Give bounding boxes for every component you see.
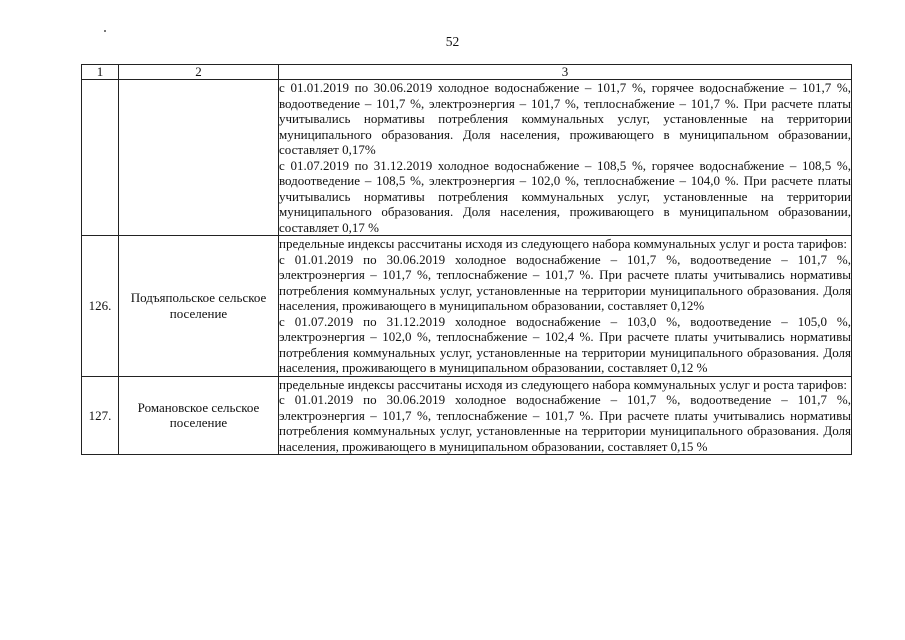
header-cell-name: 2 [119,65,279,80]
description-paragraph: с 01.01.2019 по 30.06.2019 холодное водоснабжение – 101,7 %, горячее водоснабжение – 101,7 %, водоотведение – 101,7 %, электроэнергия – 101,7 %, теплоснабжение – 101,7 %. При расчете платы учитывались нормативы потребления коммунальных услуг, установленные на территории муниципального образования. Доля населения, проживающего в муниципальном образовании, составляет 0,17% [279,80,851,157]
header-cell-description: 3 [279,65,852,80]
municipality-name: Романовское сельское поселение [119,376,279,455]
tariff-description [279,376,852,455]
description-paragraph: предельные индексы рассчитаны исходя из следующего набора коммунальных услуг и роста тарифов: [279,376,847,392]
scan-speck [104,30,106,32]
header-cell-number: 1 [82,65,119,80]
page-number: 52 [445,34,460,49]
table-row [82,236,852,377]
tariff-description [279,236,852,377]
table-row [82,80,852,236]
table-row [82,376,852,455]
row-number: 126. [82,236,119,377]
row-number: 127. [82,376,119,455]
tariff-table [81,64,852,455]
table-header-row [82,65,852,80]
municipality-name: Подъяпольское сельское поселение [119,236,279,377]
description-paragraph: с 01.07.2019 по 31.12.2019 холодное водоснабжение – 108,5 %, горячее водоснабжение – 108,5 %, водоотведение – 108,5 %, электроэнергия – 102,0 %, теплоснабжение – 104,0 %. При расчете платы учитывались нормативы потребления коммунальных услуг, установленные на территории муниципального образования. Доля населения, проживающего в муниципальном образовании, составляет 0,17 % [279,157,851,235]
tariff-description [279,80,852,236]
row-number [82,80,119,236]
description-paragraph: с 01.01.2019 по 30.06.2019 холодное водоснабжение – 101,7 %, водоотведение – 101,7 %, электроэнергия – 101,7 %, теплоснабжение – 101,7 %. При расчете платы учитывались нормативы потребления коммунальных услуг, установленные на территории муниципального образования. Доля населения, проживающего в муниципальном образовании, составляет 0,12% [279,251,851,313]
municipality-name [119,80,279,236]
description-paragraph: с 01.01.2019 по 30.06.2019 холодное водоснабжение – 101,7 %, водоотведение – 101,7 %, электроэнергия – 101,7 %, теплоснабжение – 101,7 %. При расчете платы учитывались нормативы потребления коммунальных услуг, установленные на территории муниципального образования. Доля населения, проживающего в муниципальном образовании, составляет 0,15 % [279,392,851,454]
description-paragraph: предельные индексы рассчитаны исходя из следующего набора коммунальных услуг и роста тарифов: [279,236,847,251]
description-paragraph: с 01.07.2019 по 31.12.2019 холодное водоснабжение – 103,0 %, водоотведение – 105,0 %, электроэнергия – 102,0 %, теплоснабжение – 102,4 %. При расчете платы учитывались нормативы потребления коммунальных услуг, установленные на территории муниципального образования. Доля населения, проживающего в муниципальном образовании, составляет 0,12 % [279,313,851,375]
